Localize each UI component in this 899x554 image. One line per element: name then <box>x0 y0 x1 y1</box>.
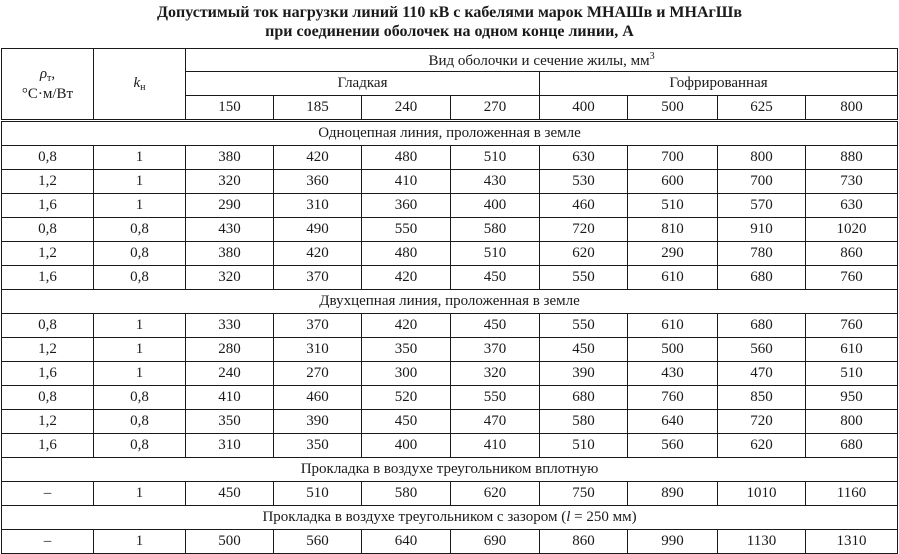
header-section-cell: 400 <box>540 96 628 121</box>
current-value-cell: 620 <box>451 482 540 506</box>
rho-cell: 0,8 <box>2 218 94 242</box>
current-value-cell: 620 <box>540 242 628 266</box>
current-value-cell: 280 <box>186 338 274 362</box>
current-value-cell: 520 <box>362 386 451 410</box>
header-section-cell: 270 <box>451 96 540 121</box>
current-value-cell: 550 <box>540 266 628 290</box>
rho-cell: – <box>2 530 94 554</box>
current-value-cell: 860 <box>540 530 628 554</box>
current-value-cell: 750 <box>540 482 628 506</box>
current-value-cell: 910 <box>718 218 806 242</box>
table-row <box>2 194 898 218</box>
current-value-cell: 480 <box>362 146 451 170</box>
group-title-row: Одноцепная линия, проложенная в земле <box>2 121 898 146</box>
kn-cell: 1 <box>94 338 186 362</box>
current-load-table <box>1 48 898 554</box>
rho-cell: 1,2 <box>2 170 94 194</box>
current-value-cell: 450 <box>451 266 540 290</box>
current-value-cell: 720 <box>540 218 628 242</box>
current-value-cell: 680 <box>806 434 898 458</box>
current-value-cell: 450 <box>186 482 274 506</box>
current-value-cell: 730 <box>806 170 898 194</box>
current-value-cell: 510 <box>451 146 540 170</box>
table-row <box>2 434 898 458</box>
current-value-cell: 350 <box>186 410 274 434</box>
table-title <box>0 3 899 41</box>
current-value-cell: 380 <box>186 242 274 266</box>
current-value-cell: 320 <box>186 170 274 194</box>
current-value-cell: 570 <box>718 194 806 218</box>
current-value-cell: 390 <box>540 362 628 386</box>
current-value-cell: 510 <box>806 362 898 386</box>
current-value-cell: 690 <box>451 530 540 554</box>
table-row <box>2 362 898 386</box>
rho-cell: 1,6 <box>2 194 94 218</box>
table-row <box>2 146 898 170</box>
current-value-cell: 950 <box>806 386 898 410</box>
current-value-cell: 500 <box>186 530 274 554</box>
current-value-cell: 370 <box>274 266 362 290</box>
kn-cell: 0,8 <box>94 386 186 410</box>
current-value-cell: 420 <box>274 242 362 266</box>
current-value-cell: 240 <box>186 362 274 386</box>
header-rho: $\rho_т$, °С·м/Вт <box>2 49 94 121</box>
current-value-cell: 430 <box>451 170 540 194</box>
kn-cell: 0,8 <box>94 266 186 290</box>
current-value-cell: 560 <box>628 434 718 458</box>
rho-cell: – <box>2 482 94 506</box>
current-value-cell: 860 <box>806 242 898 266</box>
current-value-cell: 810 <box>628 218 718 242</box>
current-value-cell: 880 <box>806 146 898 170</box>
current-value-cell: 500 <box>628 338 718 362</box>
table-row <box>2 314 898 338</box>
current-value-cell: 380 <box>186 146 274 170</box>
kn-cell: 1 <box>94 362 186 386</box>
header-section-cell: 185 <box>274 96 362 121</box>
current-value-cell: 370 <box>274 314 362 338</box>
current-value-cell: 480 <box>362 242 451 266</box>
current-value-cell: 420 <box>362 266 451 290</box>
current-value-cell: 1020 <box>806 218 898 242</box>
header-group-title: Вид оболочки и сечение жилы, $мм^3$ <box>186 49 898 72</box>
current-value-cell: 630 <box>806 194 898 218</box>
header-section-cell: 500 <box>628 96 718 121</box>
current-value-cell: 1160 <box>806 482 898 506</box>
current-value-cell: 410 <box>451 434 540 458</box>
current-value-cell: 680 <box>718 266 806 290</box>
current-value-cell: 1130 <box>718 530 806 554</box>
current-value-cell: 350 <box>274 434 362 458</box>
current-value-cell: 410 <box>186 386 274 410</box>
current-value-cell: 320 <box>186 266 274 290</box>
current-value-cell: 530 <box>540 170 628 194</box>
table-row <box>2 386 898 410</box>
current-value-cell: 700 <box>718 170 806 194</box>
current-value-cell: 310 <box>186 434 274 458</box>
kn-cell: 0,8 <box>94 218 186 242</box>
current-value-cell: 760 <box>628 386 718 410</box>
kn-cell: 0,8 <box>94 434 186 458</box>
current-value-cell: 680 <box>718 314 806 338</box>
current-value-cell: 560 <box>718 338 806 362</box>
current-value-cell: 470 <box>451 410 540 434</box>
table-row <box>2 482 898 506</box>
current-value-cell: 630 <box>540 146 628 170</box>
current-value-cell: 760 <box>806 314 898 338</box>
current-value-cell: 550 <box>540 314 628 338</box>
rho-cell: 1,6 <box>2 362 94 386</box>
current-value-cell: 360 <box>274 170 362 194</box>
group-title-row: Прокладка в воздухе треугольником вплотную <box>2 458 898 482</box>
current-value-cell: 310 <box>274 194 362 218</box>
current-value-cell: 800 <box>806 410 898 434</box>
current-value-cell: 290 <box>186 194 274 218</box>
current-value-cell: 420 <box>362 314 451 338</box>
current-value-cell: 420 <box>274 146 362 170</box>
kn-cell: 1 <box>94 314 186 338</box>
kn-cell: 1 <box>94 482 186 506</box>
current-value-cell: 510 <box>540 434 628 458</box>
current-value-cell: 990 <box>628 530 718 554</box>
current-value-cell: 720 <box>718 410 806 434</box>
current-value-cell: 620 <box>718 434 806 458</box>
current-value-cell: 430 <box>628 362 718 386</box>
current-value-cell: 640 <box>628 410 718 434</box>
kn-cell: 1 <box>94 146 186 170</box>
rho-cell: 1,2 <box>2 242 94 266</box>
current-value-cell: 510 <box>628 194 718 218</box>
header-section-cell: 150 <box>186 96 274 121</box>
current-value-cell: 760 <box>806 266 898 290</box>
current-value-cell: 430 <box>186 218 274 242</box>
current-value-cell: 640 <box>362 530 451 554</box>
current-value-cell: 700 <box>628 146 718 170</box>
current-value-cell: 1310 <box>806 530 898 554</box>
current-value-cell: 450 <box>362 410 451 434</box>
current-value-cell: 580 <box>362 482 451 506</box>
current-value-cell: 600 <box>628 170 718 194</box>
current-value-cell: 550 <box>451 386 540 410</box>
table-row <box>2 410 898 434</box>
rho-cell: 1,6 <box>2 434 94 458</box>
current-value-cell: 270 <box>274 362 362 386</box>
current-value-cell: 400 <box>451 194 540 218</box>
header-section-cell: 625 <box>718 96 806 121</box>
current-value-cell: 580 <box>451 218 540 242</box>
rho-cell: 1,2 <box>2 338 94 362</box>
current-value-cell: 460 <box>274 386 362 410</box>
group-title-row: Прокладка в воздухе треугольником с зазором (l = 250 мм) <box>2 506 898 530</box>
current-value-cell: 550 <box>362 218 451 242</box>
table-row <box>2 242 898 266</box>
header-section-cell: 240 <box>362 96 451 121</box>
current-value-cell: 360 <box>362 194 451 218</box>
current-value-cell: 310 <box>274 338 362 362</box>
rho-cell: 0,8 <box>2 314 94 338</box>
current-value-cell: 330 <box>186 314 274 338</box>
kn-cell: 1 <box>94 194 186 218</box>
current-value-cell: 1010 <box>718 482 806 506</box>
rho-cell: 1,6 <box>2 266 94 290</box>
current-value-cell: 470 <box>718 362 806 386</box>
kn-cell: 1 <box>94 170 186 194</box>
current-value-cell: 610 <box>806 338 898 362</box>
current-value-cell: 350 <box>362 338 451 362</box>
title-line-2: при соединении оболочек на одном конце линии, А <box>265 23 634 40</box>
current-value-cell: 510 <box>451 242 540 266</box>
table-row <box>2 338 898 362</box>
current-value-cell: 450 <box>451 314 540 338</box>
current-value-cell: 510 <box>274 482 362 506</box>
current-value-cell: 580 <box>540 410 628 434</box>
current-value-cell: 400 <box>362 434 451 458</box>
current-value-cell: 370 <box>451 338 540 362</box>
current-value-cell: 450 <box>540 338 628 362</box>
table-row <box>2 170 898 194</box>
header-section-cell: 800 <box>806 96 898 121</box>
current-value-cell: 290 <box>628 242 718 266</box>
current-value-cell: 780 <box>718 242 806 266</box>
table-row <box>2 530 898 554</box>
current-value-cell: 390 <box>274 410 362 434</box>
table-row <box>2 266 898 290</box>
title-line-1: Допустимый ток нагрузки линий 110 кВ с кабелями марок МНАШв и МНАгШв <box>156 4 743 21</box>
current-value-cell: 560 <box>274 530 362 554</box>
current-value-cell: 610 <box>628 314 718 338</box>
header-kn: $k_н$ <box>94 49 186 121</box>
current-value-cell: 460 <box>540 194 628 218</box>
current-value-cell: 610 <box>628 266 718 290</box>
header-corrugated: Гофрированная <box>540 72 898 96</box>
group-title-row: Двухцепная линия, проложенная в земле <box>2 290 898 314</box>
current-value-cell: 490 <box>274 218 362 242</box>
current-value-cell: 800 <box>718 146 806 170</box>
current-value-cell: 320 <box>451 362 540 386</box>
kn-cell: 0,8 <box>94 410 186 434</box>
current-value-cell: 680 <box>540 386 628 410</box>
current-value-cell: 890 <box>628 482 718 506</box>
current-value-cell: 850 <box>718 386 806 410</box>
rho-cell: 1,2 <box>2 410 94 434</box>
current-value-cell: 300 <box>362 362 451 386</box>
current-value-cell: 410 <box>362 170 451 194</box>
rho-cell: 0,8 <box>2 386 94 410</box>
header-smooth: Гладкая <box>186 72 540 96</box>
kn-cell: 0,8 <box>94 242 186 266</box>
table-row <box>2 218 898 242</box>
rho-cell: 0,8 <box>2 146 94 170</box>
kn-cell: 1 <box>94 530 186 554</box>
